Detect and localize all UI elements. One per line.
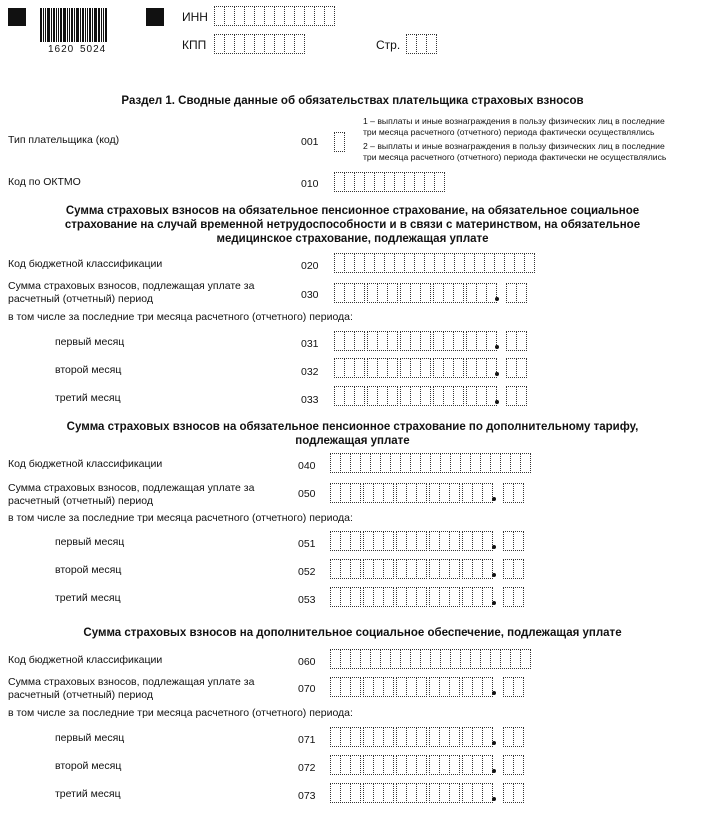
char-cell[interactable] [516,331,527,351]
block2-sum-kopecks-field[interactable] [503,483,523,503]
decimal-point [492,741,496,745]
block2-m1-rubles-field[interactable] [330,531,495,551]
block2-m2-label: второй месяц [55,564,122,576]
kpp-label: КПП [182,38,207,52]
barcode-bar [80,8,81,42]
char-cell[interactable] [387,283,398,303]
char-cell[interactable] [383,727,394,747]
block1-m3-code: 033 [301,394,319,406]
char-cell[interactable] [420,283,431,303]
barcode-bar [103,8,104,42]
block1-sum-rubles-field[interactable] [334,283,499,303]
block2-m1-code: 051 [298,538,316,550]
block2-m3-kopecks-field[interactable] [503,587,523,607]
page-number-field[interactable] [406,34,436,54]
char-cell[interactable] [383,783,394,803]
char-cell[interactable] [449,727,460,747]
block2-sum-label-line-2: расчетный (отчетный) период [8,495,153,507]
barcode-bar [58,8,59,42]
char-cell[interactable] [350,559,361,579]
block1-sum-kopecks-field[interactable] [506,283,526,303]
decimal-point [492,601,496,605]
block3-sum-label-line-1: Сумма страховых взносов, подлежащая уплате за [8,676,255,688]
block3-sum-kopecks-field[interactable] [503,677,523,697]
char-cell[interactable] [434,172,445,192]
barcode-bar [67,8,68,42]
char-cell[interactable] [416,783,427,803]
block2-title [10,420,695,448]
block3-m3-code: 073 [298,790,316,802]
block3-kbk-code: 060 [298,656,316,668]
char-cell[interactable] [513,677,524,697]
block1-m2-label: второй месяц [55,364,122,376]
decimal-point [492,573,496,577]
barcode-number-right: 5024 [80,44,107,55]
barcode-bar [76,8,79,42]
oktmo-label: Код по ОКТМО [8,176,81,188]
barcode-bar [74,8,75,42]
block3-m3-rubles-field[interactable] [330,783,495,803]
char-cell[interactable] [324,6,335,26]
char-cell[interactable] [350,755,361,775]
char-cell[interactable] [524,253,535,273]
block2-m2-code: 052 [298,566,316,578]
block2-sum-code: 050 [298,488,316,500]
barcode-bar [89,8,91,42]
block2-sum-rubles-field[interactable] [330,483,495,503]
char-cell[interactable] [383,677,394,697]
block1-kbk-code: 020 [301,260,319,272]
block3-title-line-1: Сумма страховых взносов на дополнительное социальное обеспечение, подлежащая уплате [83,627,622,639]
block1-sum-label [8,280,254,306]
char-cell[interactable] [383,587,394,607]
barcode-bar [101,8,102,42]
kpp-field[interactable] [214,34,304,54]
barcode-bar [105,8,107,42]
char-cell[interactable] [350,531,361,551]
block1-kbk-field[interactable] [334,253,534,273]
char-cell[interactable] [520,649,531,669]
block1-sum-label-line-2: расчетный (отчетный) период [8,293,153,305]
barcode-number-left: 1620 [48,44,75,55]
block1-title [10,204,695,246]
decimal-point [492,691,496,695]
char-cell[interactable] [426,34,437,54]
block1-m3-rubles-field[interactable] [334,386,499,406]
char-cell[interactable] [516,386,527,406]
char-cell[interactable] [420,386,431,406]
char-cell[interactable] [416,677,427,697]
char-cell[interactable] [350,727,361,747]
block2-m1-kopecks-field[interactable] [503,531,523,551]
char-cell[interactable] [449,559,460,579]
inn-label: ИНН [182,10,208,24]
block3-m3-label: третий месяц [55,788,121,800]
block1-m1-label: первый месяц [55,336,125,348]
barcode-bar [85,8,86,42]
char-cell[interactable] [383,559,394,579]
char-cell[interactable] [453,358,464,378]
oktmo-code: 010 [301,178,319,190]
barcode-bar [47,8,50,42]
block2-m3-code: 053 [298,594,316,606]
block3-title [10,626,695,640]
barcode-bar [60,8,62,42]
block2-m2-rubles-field[interactable] [330,559,495,579]
char-cell[interactable] [513,559,524,579]
decimal-point [495,400,499,404]
block3-sum-label [8,676,254,702]
barcode-bar [71,8,73,42]
char-cell[interactable] [449,755,460,775]
block3-kbk-label: Код бюджетной классификации [8,654,163,666]
barcode-bar [98,8,100,42]
char-cell[interactable] [383,755,394,775]
char-cell[interactable] [354,283,365,303]
block1-title-line-1: Сумма страховых взносов на обязательное пенсионное страхование, на обязательное социальное [65,205,640,217]
decimal-point [492,497,496,501]
block3-sum-code: 070 [298,683,316,695]
block3-m2-rubles-field[interactable] [330,755,495,775]
barcode-bar [82,8,84,42]
block3-incl-label: в том числе за последние три месяца расчетного (отчетного) периода: [8,707,353,719]
block3-kbk-field[interactable] [330,649,530,669]
payer-type-label: Тип плательщика (код) [8,134,120,146]
block2-kbk-field[interactable] [330,453,530,473]
block1-m1-kopecks-field[interactable] [506,331,526,351]
block1-m2-code: 032 [301,366,319,378]
char-cell[interactable] [513,587,524,607]
block2-kbk-code: 040 [298,460,316,472]
char-cell[interactable] [453,283,464,303]
block2-kbk-label: Код бюджетной классификации [8,458,163,470]
char-cell[interactable] [416,587,427,607]
char-cell[interactable] [350,483,361,503]
block1-m3-label: третий месяц [55,392,121,404]
char-cell[interactable] [420,331,431,351]
char-cell[interactable] [354,386,365,406]
block2-sum-label [8,482,254,508]
char-cell[interactable] [449,587,460,607]
barcode-bar [43,8,44,42]
block1-sum-label-line-1: Сумма страховых взносов, подлежащая уплате за [8,280,255,292]
block2-title-line-2: подлежащая уплате [295,435,410,447]
char-cell[interactable] [294,34,305,54]
char-cell[interactable] [449,783,460,803]
block3-m1-label: первый месяц [55,732,125,744]
char-cell[interactable] [383,531,394,551]
block3-m2-label: второй месяц [55,760,122,772]
block1-m3-kopecks-field[interactable] [506,386,526,406]
block3-m1-rubles-field[interactable] [330,727,495,747]
block2-m1-label: первый месяц [55,536,125,548]
block1-title-line-3: медицинское страхование, подлежащая уплате [216,233,489,245]
block2-sum-label-line-1: Сумма страховых взносов, подлежащая уплате за [8,482,255,494]
block3-m1-kopecks-field[interactable] [503,727,523,747]
decimal-point [495,345,499,349]
char-cell[interactable] [416,531,427,551]
block3-m3-kopecks-field[interactable] [503,783,523,803]
page-label: Стр. [376,38,401,52]
note-1-line-2: три месяца расчетного (отчетного) периода фактически осуществлялись [363,127,655,137]
oktmo-field[interactable] [334,172,444,192]
barcode-bar [92,8,93,42]
payer-type-code: 001 [301,136,319,148]
char-cell[interactable] [453,331,464,351]
decimal-point [492,545,496,549]
barcode [40,8,108,42]
block2-m3-rubles-field[interactable] [330,587,495,607]
char-cell[interactable] [513,727,524,747]
corner-marker-left [8,8,26,26]
char-cell[interactable] [350,783,361,803]
char-cell[interactable] [354,331,365,351]
block1-incl-label: в том числе за последние три месяца расчетного (отчетного) периода: [8,311,353,323]
block3-m1-code: 071 [298,734,316,746]
note-2-line-1: 2 – выплаты и иные вознаграждения в пользу физических лиц в последние [363,141,665,151]
char-cell[interactable] [420,358,431,378]
barcode-bar [87,8,88,42]
block1-m2-kopecks-field[interactable] [506,358,526,378]
block2-m2-kopecks-field[interactable] [503,559,523,579]
char-cell[interactable] [387,358,398,378]
block2-incl-label: в том числе за последние три месяца расчетного (отчетного) периода: [8,512,353,524]
char-cell[interactable] [520,453,531,473]
decimal-point [495,372,499,376]
payer-type-note-1 [363,116,665,138]
payer-type-field[interactable] [334,132,344,152]
block1-title-line-2: страхование на случай временной нетрудоспособности и в связи с материнством, на обязательное [64,219,641,231]
block1-m1-code: 031 [301,338,319,350]
char-cell[interactable] [416,755,427,775]
barcode-bar [40,8,42,42]
barcode-bar [63,8,66,42]
decimal-point [492,797,496,801]
inn-field[interactable] [214,6,334,26]
char-cell[interactable] [449,677,460,697]
decimal-point [492,769,496,773]
note-1-line-1: 1 – выплаты и иные вознаграждения в пользу физических лиц в последние [363,116,665,126]
barcode-bar [56,8,57,42]
char-cell[interactable] [513,483,524,503]
block2-title-line-1: Сумма страховых взносов на обязательное пенсионное страхование по дополнительному тарифу, [66,421,639,433]
block3-sum-label-line-2: расчетный (отчетный) период [8,689,153,701]
barcode-bar [69,8,70,42]
char-cell[interactable] [516,358,527,378]
block1-m2-rubles-field[interactable] [334,358,499,378]
block3-sum-rubles-field[interactable] [330,677,495,697]
char-cell[interactable] [513,783,524,803]
block1-m1-rubles-field[interactable] [334,331,499,351]
char-cell[interactable] [416,727,427,747]
barcode-bar [45,8,46,42]
char-cell[interactable] [453,386,464,406]
char-cell[interactable] [416,483,427,503]
char-cell[interactable] [350,677,361,697]
char-cell[interactable] [513,755,524,775]
char-cell[interactable] [334,132,345,152]
note-2-line-2: три месяца расчетного (отчетного) периода фактически не осуществлялись [363,152,667,162]
char-cell[interactable] [449,483,460,503]
barcode-bar [94,8,97,42]
decimal-point [495,297,499,301]
char-cell[interactable] [350,587,361,607]
barcode-bar [53,8,55,42]
corner-marker-right [146,8,164,26]
char-cell[interactable] [354,358,365,378]
section-title: Раздел 1. Сводные данные об обязательствах плательщика страховых взносов [121,95,584,107]
char-cell[interactable] [387,331,398,351]
char-cell[interactable] [449,531,460,551]
char-cell[interactable] [516,283,527,303]
char-cell[interactable] [387,386,398,406]
block1-kbk-label: Код бюджетной классификации [8,258,163,270]
char-cell[interactable] [416,559,427,579]
barcode-bar [51,8,52,42]
char-cell[interactable] [513,531,524,551]
block3-m2-kopecks-field[interactable] [503,755,523,775]
char-cell[interactable] [383,483,394,503]
block2-m3-label: третий месяц [55,592,121,604]
payer-type-note-2 [363,141,666,163]
block3-m2-code: 072 [298,762,316,774]
block1-sum-code: 030 [301,289,319,301]
